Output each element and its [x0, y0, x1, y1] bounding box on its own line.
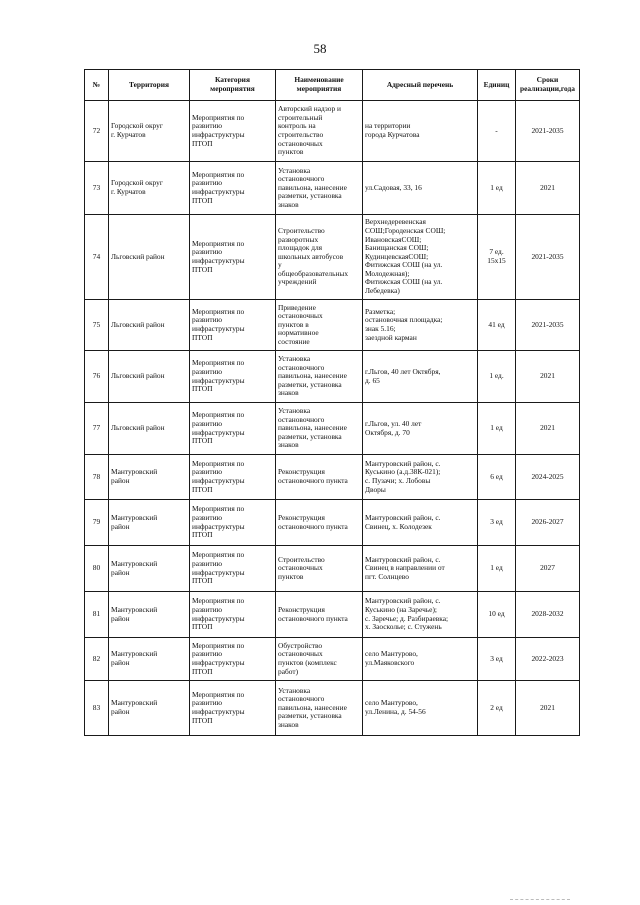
row-number-cell: 83	[85, 681, 109, 736]
row-number-cell: 80	[85, 546, 109, 592]
header-address: Адресный перечень	[363, 70, 478, 101]
address-cell: Мантуровский район, с. Куськино (а.д.38К-021); с. Пузачи; х. Лобовы Дворы	[363, 455, 478, 500]
measure-name-cell: Обустройство остановочных пунктов (комплекс работ)	[276, 638, 363, 681]
category-cell: Мероприятия по развитию инфраструктуры ПТОП	[190, 546, 276, 592]
table-row	[85, 455, 580, 500]
units-cell: 3 ед	[478, 638, 516, 681]
period-cell: 2028-2032	[516, 592, 580, 638]
category-cell: Мероприятия по развитию инфраструктуры ПТОП	[190, 455, 276, 500]
header-name: Наименование мероприятия	[276, 70, 363, 101]
category-cell: Мероприятия по развитию инфраструктуры ПТОП	[190, 638, 276, 681]
units-cell: 2 ед	[478, 681, 516, 736]
period-cell: 2021-2035	[516, 215, 580, 300]
units-cell: 1 ед	[478, 546, 516, 592]
table-row	[85, 681, 580, 736]
row-number-cell: 73	[85, 162, 109, 215]
units-cell: 6 ед	[478, 455, 516, 500]
address-cell: г.Льгов, ул. 40 лет Октября, д. 70	[363, 403, 478, 455]
units-cell: -	[478, 101, 516, 162]
units-cell: 10 ед	[478, 592, 516, 638]
territory-cell: Льговский район	[109, 300, 190, 351]
footer-mark	[510, 899, 570, 901]
header-territory: Территория	[109, 70, 190, 101]
category-cell: Мероприятия по развитию инфраструктуры ПТОП	[190, 500, 276, 546]
measures-table	[84, 69, 580, 736]
measure-name-cell: Реконструкция остановочного пункта	[276, 455, 363, 500]
measure-name-cell: Реконструкция остановочного пункта	[276, 592, 363, 638]
header-units: Единиц	[478, 70, 516, 101]
measure-name-cell: Приведение остановочных пунктов в нормативное состояние	[276, 300, 363, 351]
address-cell: село Мантурово, ул.Маяковского	[363, 638, 478, 681]
units-cell: 41 ед	[478, 300, 516, 351]
units-cell: 7 ед. 15x15	[478, 215, 516, 300]
period-cell: 2027	[516, 546, 580, 592]
measure-name-cell: Установка остановочного павильона, нанесение разметки, установка знаков	[276, 351, 363, 403]
header-category: Категория мероприятия	[190, 70, 276, 101]
page-number: 58	[313, 41, 327, 56]
units-cell: 1 ед	[478, 403, 516, 455]
category-cell: Мероприятия по развитию инфраструктуры ПТОП	[190, 681, 276, 736]
address-cell: Мантуровский район, с. Свинец в направлении от пгт. Солнцево	[363, 546, 478, 592]
table-row	[85, 215, 580, 300]
category-cell: Мероприятия по развитию инфраструктуры ПТОП	[190, 162, 276, 215]
row-number-cell: 75	[85, 300, 109, 351]
category-cell: Мероприятия по развитию инфраструктуры ПТОП	[190, 101, 276, 162]
category-cell: Мероприятия по развитию инфраструктуры ПТОП	[190, 351, 276, 403]
period-cell: 2021-2035	[516, 300, 580, 351]
category-cell: Мероприятия по развитию инфраструктуры ПТОП	[190, 215, 276, 300]
table-row	[85, 403, 580, 455]
measure-name-cell: Установка остановочного павильона, нанесение разметки, установка знаков	[276, 403, 363, 455]
table-header-row	[85, 70, 580, 101]
table-row	[85, 546, 580, 592]
units-cell: 3 ед	[478, 500, 516, 546]
territory-cell: Льговский район	[109, 215, 190, 300]
row-number-cell: 76	[85, 351, 109, 403]
territory-cell: Мантуровский район	[109, 455, 190, 500]
address-cell: г.Льгов, 40 лет Октября, д. 65	[363, 351, 478, 403]
table-row	[85, 638, 580, 681]
measure-name-cell: Установка остановочного павильона, нанесение разметки, установка знаков	[276, 681, 363, 736]
period-cell: 2024-2025	[516, 455, 580, 500]
address-cell: Разметка; остановочная площадка; знак 5.16; заездной карман	[363, 300, 478, 351]
territory-cell: Льговский район	[109, 403, 190, 455]
row-number-cell: 78	[85, 455, 109, 500]
category-cell: Мероприятия по развитию инфраструктуры ПТОП	[190, 592, 276, 638]
measure-name-cell: Установка остановочного павильона, нанесение разметки, установка знаков	[276, 162, 363, 215]
header-period: Сроки реализации,года	[516, 70, 580, 101]
territory-cell: Мантуровский район	[109, 546, 190, 592]
period-cell: 2022-2023	[516, 638, 580, 681]
row-number-cell: 79	[85, 500, 109, 546]
period-cell: 2021	[516, 162, 580, 215]
units-cell: 1 ед	[478, 162, 516, 215]
territory-cell: Мантуровский район	[109, 638, 190, 681]
address-cell: Верхнедеревенская СОШ;Городенская СОШ; ИвановскаяСОШ; Банищанская СОШ; КудинцевскаяСОШ; Фитижская СОШ (на ул. Молодежная); Фитижская СОШ (на ул. Лебедевка)	[363, 215, 478, 300]
period-cell: 2021-2035	[516, 101, 580, 162]
address-cell: село Мантурово, ул.Ленина, д. 54-56	[363, 681, 478, 736]
row-number-cell: 72	[85, 101, 109, 162]
measure-name-cell: Строительство разворотных площадок для школьных автобусов у общеобразовательных учреждений	[276, 215, 363, 300]
category-cell: Мероприятия по развитию инфраструктуры ПТОП	[190, 300, 276, 351]
row-number-cell: 74	[85, 215, 109, 300]
address-cell: Мантуровский район, с. Куськино (на Заречье); с. Заречье; д. Разбираевка; х. Заосколье; с. Стужень	[363, 592, 478, 638]
category-cell: Мероприятия по развитию инфраструктуры ПТОП	[190, 403, 276, 455]
measure-name-cell: Строительство остановочных пунктов	[276, 546, 363, 592]
table-row	[85, 351, 580, 403]
territory-cell: Мантуровский район	[109, 592, 190, 638]
territory-cell: Мантуровский район	[109, 500, 190, 546]
territory-cell: Городской округ г. Курчатов	[109, 101, 190, 162]
period-cell: 2021	[516, 351, 580, 403]
row-number-cell: 82	[85, 638, 109, 681]
territory-cell: Льговский район	[109, 351, 190, 403]
period-cell: 2021	[516, 681, 580, 736]
row-number-cell: 77	[85, 403, 109, 455]
table-row	[85, 162, 580, 215]
table-row	[85, 101, 580, 162]
row-number-cell: 81	[85, 592, 109, 638]
period-cell: 2021	[516, 403, 580, 455]
address-cell: ул.Садовая, 33, 16	[363, 162, 478, 215]
measure-name-cell: Авторский надзор и строительный контроль на строительство остановочных пунктов	[276, 101, 363, 162]
table-row	[85, 300, 580, 351]
territory-cell: Городской округ г. Курчатов	[109, 162, 190, 215]
table-row	[85, 592, 580, 638]
period-cell: 2026-2027	[516, 500, 580, 546]
header-num: №	[85, 70, 109, 101]
table-row	[85, 500, 580, 546]
territory-cell: Мантуровский район	[109, 681, 190, 736]
address-cell: на территории города Курчатова	[363, 101, 478, 162]
units-cell: 1 ед.	[478, 351, 516, 403]
measure-name-cell: Реконструкция остановочного пункта	[276, 500, 363, 546]
address-cell: Мантуровский район, с. Свинец, х. Колодезек	[363, 500, 478, 546]
